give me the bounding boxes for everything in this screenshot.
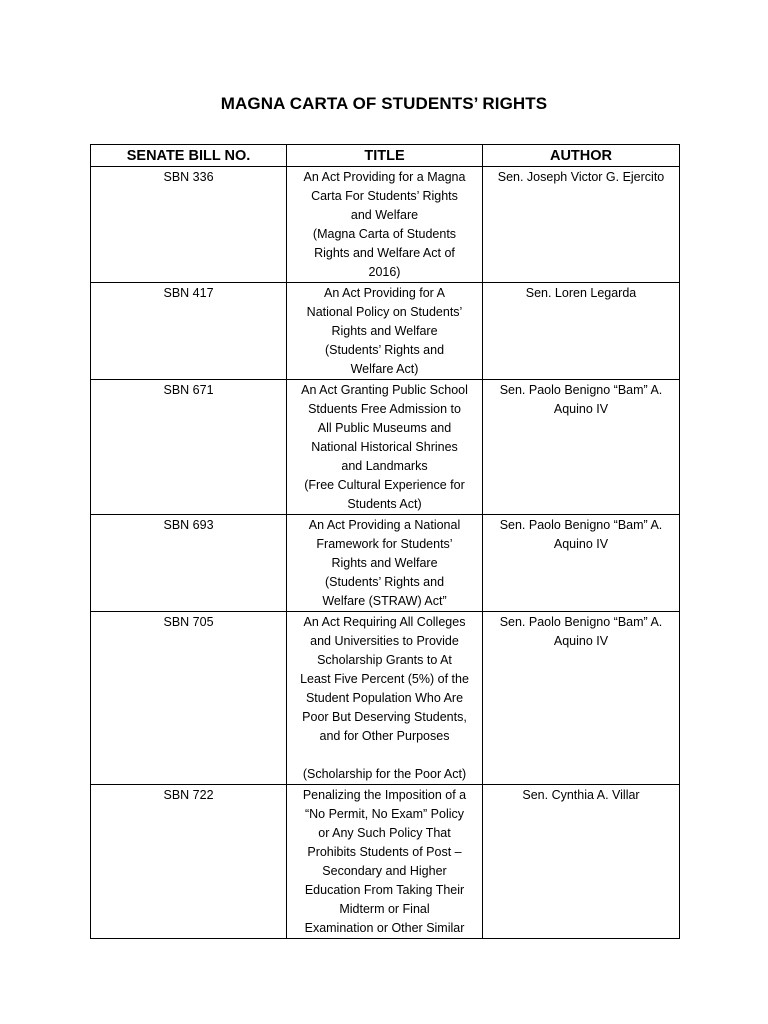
bill-title-cell [287, 785, 483, 939]
bill-title-line: Rights and Welfare [331, 324, 438, 338]
bill-title-line: National Historical Shrines [311, 440, 458, 454]
bill-author-line: Sen. Joseph Victor G. Ejercito [497, 170, 665, 184]
bill-title-line: (Students’ Rights and [324, 575, 445, 589]
bill-title-line: Rights and Welfare [331, 556, 438, 570]
bill-title-line: Examination or Other Similar [304, 921, 465, 935]
bill-number-cell [91, 785, 287, 939]
bill-title-cell [287, 515, 483, 612]
bill-title-cell [287, 283, 483, 380]
bill-author-line: Sen. Cynthia A. Villar [522, 788, 640, 802]
bill-author-cell [483, 283, 680, 380]
column-header-bill-no: SENATE BILL NO. [91, 145, 287, 167]
bill-title-line: “No Permit, No Exam” Policy [304, 807, 465, 821]
bill-author-line: Aquino IV [553, 537, 609, 551]
table-row [91, 167, 680, 283]
bill-number-cell [91, 283, 287, 380]
bill-title-line: and Welfare [350, 208, 419, 222]
bill-title-line: Framework for Students’ [316, 537, 453, 551]
bill-title-line: National Policy on Students’ [306, 305, 463, 319]
column-header-title: TITLE [287, 145, 483, 167]
bill-number-cell [91, 380, 287, 515]
bill-title-line: Midterm or Final [339, 902, 430, 916]
bill-number: SBN 417 [163, 286, 214, 300]
bill-author-cell [483, 785, 680, 939]
senate-bills-table [90, 144, 680, 939]
bill-title-line: (Scholarship for the Poor Act) [302, 767, 467, 781]
table-row [91, 283, 680, 380]
bill-title-line: Carta For Students’ Rights [311, 189, 458, 203]
bill-number: SBN 722 [163, 788, 214, 802]
bill-title-line: Education From Taking Their [304, 883, 465, 897]
table-row [91, 785, 680, 939]
bill-author-line: Sen. Paolo Benigno “Bam” A. [499, 518, 663, 532]
bill-title-line: (Magna Carta of Students [312, 227, 457, 241]
bill-title-line: Secondary and Higher [322, 864, 447, 878]
bill-title-line: Welfare Act) [350, 362, 419, 376]
blank-line [291, 746, 478, 765]
bill-title-line: and Universities to Provide [310, 634, 459, 648]
column-header-author: AUTHOR [483, 145, 680, 167]
bill-author-line: Aquino IV [553, 402, 609, 416]
bill-author-line: Sen. Loren Legarda [525, 286, 637, 300]
table-body [91, 167, 680, 939]
bill-author-line: Sen. Paolo Benigno “Bam” A. [499, 615, 663, 629]
bill-author-cell [483, 380, 680, 515]
bill-title-line: Students Act) [347, 497, 422, 511]
table-row [91, 612, 680, 785]
bill-number: SBN 705 [163, 615, 214, 629]
bill-title-cell [287, 612, 483, 785]
bill-title-line: An Act Providing for A [324, 286, 445, 300]
bill-title-line: Least Five Percent (5%) of the [300, 672, 469, 686]
bill-author-cell [483, 167, 680, 283]
bill-number-cell [91, 167, 287, 283]
table-header-row [91, 145, 680, 167]
bill-title-line: Welfare (STRAW) Act” [322, 594, 447, 608]
page-title: MAGNA CARTA OF STUDENTS’ RIGHTS [220, 94, 548, 113]
bill-author-line: Sen. Paolo Benigno “Bam” A. [499, 383, 663, 397]
bill-title-line: Stduents Free Admission to [308, 402, 461, 416]
bill-number: SBN 693 [163, 518, 214, 532]
bill-number: SBN 671 [163, 383, 214, 397]
bill-title-line: and for Other Purposes [319, 729, 450, 743]
bill-title-line: or Any Such Policy That [318, 826, 451, 840]
bill-title-line: 2016) [368, 265, 401, 279]
bill-title-cell [287, 380, 483, 515]
bill-title-line: and Landmarks [341, 459, 428, 473]
bill-title-line: An Act Granting Public School [301, 383, 468, 397]
bill-number-cell [91, 515, 287, 612]
bill-title-line: An Act Requiring All Colleges [303, 615, 466, 629]
bill-number-cell [91, 612, 287, 785]
bill-author-cell [483, 612, 680, 785]
bill-title-line: An Act Providing a National [308, 518, 461, 532]
bill-title-line: All Public Museums and [317, 421, 452, 435]
bill-title-line: An Act Providing for a Magna [303, 170, 466, 184]
bill-title-line: Penalizing the Imposition of a [302, 788, 467, 802]
bill-author-line: Aquino IV [553, 634, 609, 648]
bill-title-line: (Students’ Rights and [324, 343, 445, 357]
bill-title-cell [287, 167, 483, 283]
bill-title-line: Prohibits Students of Post – [307, 845, 462, 859]
bill-title-line: Student Population Who Are [305, 691, 464, 705]
table-row [91, 380, 680, 515]
bill-author-cell [483, 515, 680, 612]
bill-title-line: Scholarship Grants to At [317, 653, 452, 667]
table-row [91, 515, 680, 612]
bill-title-line: Poor But Deserving Students, [302, 710, 467, 724]
bill-title-line: Rights and Welfare Act of [314, 246, 455, 260]
bill-number: SBN 336 [163, 170, 214, 184]
bill-title-line: (Free Cultural Experience for [304, 478, 465, 492]
